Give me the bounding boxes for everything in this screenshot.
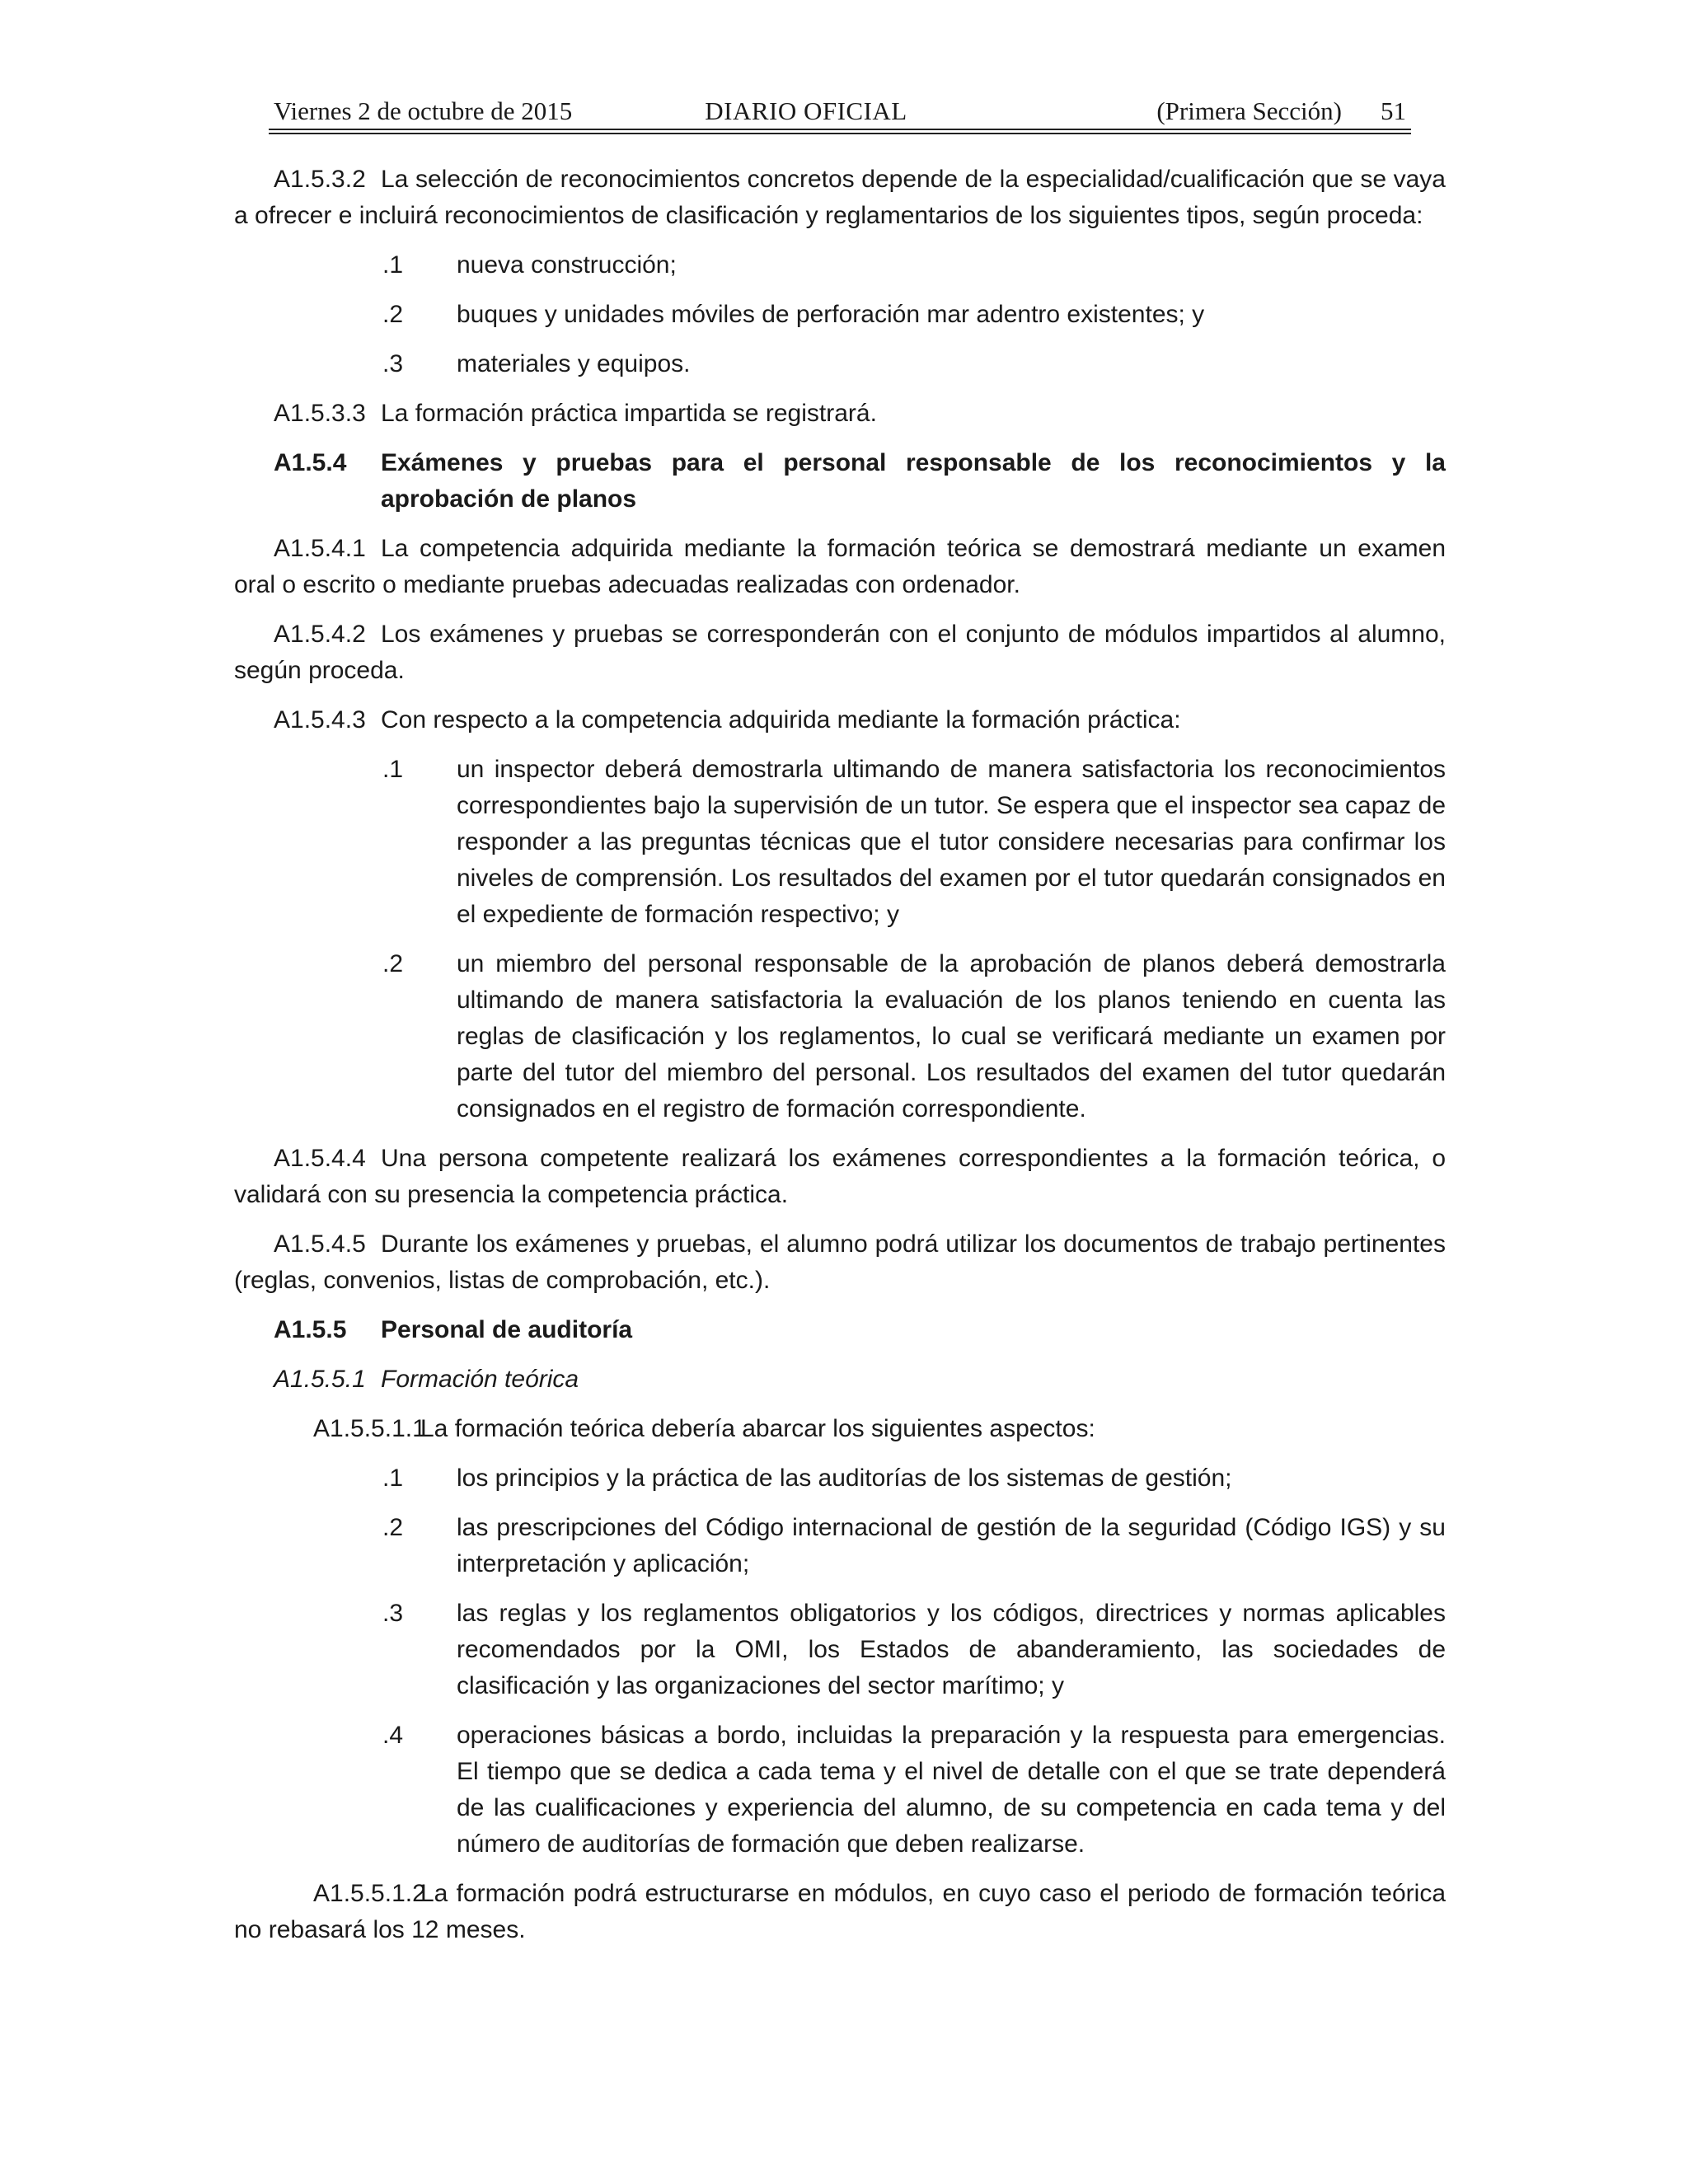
paragraph-number: A1.5.4.1 bbox=[274, 535, 366, 562]
list-item-text: operaciones básicas a bordo, incluidas la preparación y la respuesta para emergencias. El tiempo que se dedica a cada tema y el nivel de detalle con el que se trate dependerá de las cualificaciones y experiencia del alumno, de su competencia en cada tema y del número de auditorías de formación que deben realizarse. bbox=[457, 1722, 1446, 1858]
list-marker: .2 bbox=[382, 950, 404, 977]
list-item-text: los principios y la práctica de las auditorías de los sistemas de gestión; bbox=[457, 1465, 1232, 1492]
list-item bbox=[234, 1596, 1446, 1704]
section-heading-a1-5-4 bbox=[234, 445, 1446, 518]
paragraph-a1-5-4-2 bbox=[234, 616, 1446, 689]
paragraph-number: A1.5.4.2 bbox=[274, 621, 366, 648]
list-item bbox=[234, 297, 1446, 333]
paragraph-number: A1.5.4.4 bbox=[274, 1145, 366, 1172]
list-marker: .1 bbox=[382, 251, 404, 279]
paragraph-text: La formación práctica impartida se registrará. bbox=[381, 400, 877, 427]
paragraph-text: Los exámenes y pruebas se corresponderán con el conjunto de módulos impartidos al alumno, según proceda. bbox=[234, 621, 1446, 684]
header-date: Viernes 2 de octubre de 2015 bbox=[274, 96, 573, 125]
list-item bbox=[234, 247, 1446, 284]
header-page-number: 51 bbox=[1381, 96, 1406, 125]
paragraph-text: La selección de reconocimientos concretos depende de la especialidad/cualificación que se vaya a ofrecer e incluirá reconocimientos de clasificación y reglamentarios de los siguientes tipos, según proceda: bbox=[234, 166, 1446, 229]
subsection-number: A1.5.5.1 bbox=[274, 1366, 366, 1393]
list-item-text: las prescripciones del Código internacional de gestión de la seguridad (Código IGS) y su interpretación y aplicación; bbox=[457, 1514, 1446, 1577]
paragraph-a1-5-4-4 bbox=[234, 1141, 1446, 1213]
list-marker: .2 bbox=[382, 301, 404, 328]
list-item bbox=[234, 346, 1446, 382]
section-heading-a1-5-5 bbox=[234, 1312, 1446, 1348]
paragraph-text: La competencia adquirida mediante la formación teórica se demostrará mediante un examen oral o escrito o mediante pruebas adecuadas realizadas con ordenador. bbox=[234, 535, 1446, 598]
paragraph-text: Con respecto a la competencia adquirida mediante la formación práctica: bbox=[381, 706, 1181, 733]
list-item-text: materiales y equipos. bbox=[457, 350, 691, 377]
paragraph-number: A1.5.4.5 bbox=[274, 1230, 366, 1258]
list-item-text: buques y unidades móviles de perforación mar adentro existentes; y bbox=[457, 301, 1205, 328]
heading-text: Personal de auditoría bbox=[381, 1316, 633, 1343]
paragraph-a1-5-5-1-2 bbox=[234, 1876, 1446, 1948]
list-item bbox=[234, 946, 1446, 1127]
list-marker: .1 bbox=[382, 1465, 404, 1492]
paragraph-number: A1.5.3.3 bbox=[274, 400, 366, 427]
paragraph-number: A1.5.5.1.2 bbox=[313, 1880, 426, 1907]
list-marker: .1 bbox=[382, 756, 404, 783]
paragraph-number: A1.5.4.3 bbox=[274, 706, 366, 733]
document-body bbox=[234, 162, 1446, 1961]
subsection-heading-a1-5-5-1 bbox=[234, 1361, 1446, 1398]
paragraph-a1-5-4-3 bbox=[234, 702, 1446, 738]
list-item-text: las reglas y los reglamentos obligatorios y los códigos, directrices y normas aplicables recomendados por la OMI, los Estados de abanderamiento, las sociedades de clasificación y las organizaciones del sector marítimo; y bbox=[457, 1600, 1446, 1699]
paragraph-text: Durante los exámenes y pruebas, el alumno podrá utilizar los documentos de trabajo pertinentes (reglas, convenios, listas de comprobación, etc.). bbox=[234, 1230, 1446, 1294]
header-rule-bottom bbox=[269, 133, 1411, 134]
paragraph-number: A1.5.5.1.1 bbox=[313, 1415, 426, 1442]
paragraph-a1-5-4-5 bbox=[234, 1226, 1446, 1299]
paragraph-a1-5-3-3 bbox=[234, 396, 1446, 432]
list-item-text: nueva construcción; bbox=[457, 251, 677, 279]
page-header bbox=[270, 92, 1408, 130]
list-item-text: un miembro del personal responsable de la aprobación de planos deberá demostrarla ultimando de manera satisfactoria la evaluación de los planos teniendo en cuenta las reglas de clasificación y los reglamentos, lo cual se verificará mediante un examen por parte del tutor del miembro del personal. Los resultados del examen del tutor quedarán consignados en el registro de formación correspondiente. bbox=[457, 950, 1446, 1122]
list-item bbox=[234, 1718, 1446, 1863]
heading-number: A1.5.5 bbox=[274, 1316, 347, 1343]
list-marker: .3 bbox=[382, 1600, 404, 1627]
list-marker: .2 bbox=[382, 1514, 404, 1541]
list-item bbox=[234, 1510, 1446, 1582]
header-journal-title: DIARIO OFICIAL bbox=[705, 96, 907, 125]
paragraph-a1-5-4-1 bbox=[234, 531, 1446, 603]
list-item bbox=[234, 1460, 1446, 1497]
header-rule-top bbox=[269, 129, 1411, 130]
list-marker: .3 bbox=[382, 350, 404, 377]
paragraph-text: La formación podrá estructurarse en módulos, en cuyo caso el periodo de formación teórica no rebasará los 12 meses. bbox=[234, 1880, 1446, 1943]
list-item bbox=[234, 752, 1446, 933]
header-section: (Primera Sección) bbox=[1156, 96, 1342, 125]
paragraph-a1-5-3-2 bbox=[234, 162, 1446, 234]
paragraph-text: Una persona competente realizará los exámenes correspondientes a la formación teórica, o validará con su presencia la competencia práctica. bbox=[234, 1145, 1446, 1208]
heading-number: A1.5.4 bbox=[274, 449, 347, 476]
subsection-title: Formación teórica bbox=[381, 1366, 579, 1393]
paragraph-text: La formación teórica debería abarcar los siguientes aspectos: bbox=[420, 1415, 1095, 1442]
heading-text: Exámenes y pruebas para el personal responsable de los reconocimientos y la aprobación de planos bbox=[381, 449, 1446, 513]
list-item-text: un inspector deberá demostrarla ultimando de manera satisfactoria los reconocimientos correspondientes bajo la supervisión de un tutor. Se espera que el inspector sea capaz de responder a las preguntas técnicas que el tutor considere necesarias para confirmar los niveles de comprensión. Los resultados del examen por el tutor quedarán consignados en el expediente de formación respectivo; y bbox=[457, 756, 1446, 928]
paragraph-number: A1.5.3.2 bbox=[274, 166, 366, 193]
paragraph-a1-5-5-1-1 bbox=[234, 1411, 1446, 1447]
list-marker: .4 bbox=[382, 1722, 404, 1749]
